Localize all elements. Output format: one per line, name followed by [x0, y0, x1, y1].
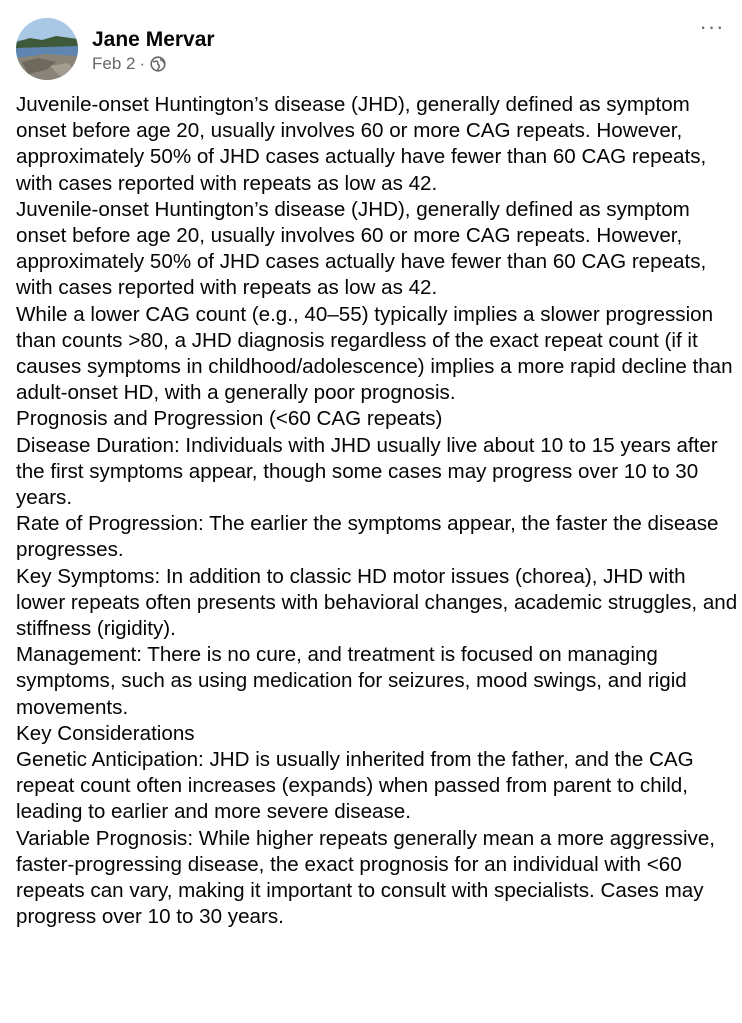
post-header: [16, 14, 726, 84]
post-paragraph: Rate of Progression: The earlier the symptoms appear, the faster the disease progresses.: [16, 512, 719, 562]
post-date[interactable]: Feb 2: [92, 54, 136, 73]
more-options-icon[interactable]: ···: [699, 14, 725, 39]
post-paragraph: Management: There is no cure, and treatment is focused on managing symptoms, such as using medication for seizures, mood swings, and rigid movements.: [16, 643, 687, 719]
meta-separator: ·: [139, 54, 146, 73]
post-paragraph: Genetic Anticipation: JHD is usually inherited from the father, and the CAG repeat count often increases (expands) when passed from parent to child, leading to earlier and more severe disease.: [16, 748, 694, 824]
post-paragraph: Prognosis and Progression (<60 CAG repeats): [16, 407, 443, 431]
post-paragraph: Juvenile-onset Huntington’s disease (JHD), generally defined as symptom onset before age 20, usually involves 60 or more CAG repeats. However, approximately 50% of JHD cases actually have fewer than 60 CAG repeats, with cases reported with repeats as low as 42.: [16, 197, 707, 300]
post-paragraph: Key Considerations: [16, 721, 195, 745]
post-meta: [92, 54, 166, 74]
author-name[interactable]: Jane Mervar: [92, 28, 215, 51]
post-paragraph: Variable Prognosis: While higher repeats generally mean a more aggressive, faster-progressing disease, the exact prognosis for an individual with <60 repeats can vary, making it important to consult with specialists. Cases may progress over 10 to 30 years.: [16, 826, 716, 929]
post-paragraph: Key Symptoms: In addition to classic HD motor issues (chorea), JHD with lower repeats often presents with behavioral changes, academic struggles, and stiffness (rigidity).: [16, 564, 738, 641]
avatar[interactable]: [16, 18, 78, 80]
post-paragraph: While a lower CAG count (e.g., 40–55) typically implies a slower progression than counts >80, a JHD diagnosis regardless of the exact repeat count (if it causes symptoms in childhood/adolescence) implies a more rapid decline than adult-onset HD, with a generally poor prognosis.: [16, 302, 733, 405]
post-text: [16, 92, 740, 931]
post-paragraph: Disease Duration: Individuals with JHD usually live about 10 to 15 years after the first symptoms appear, though some cases may progress over 10 to 30 years.: [16, 433, 718, 510]
post-paragraph: Juvenile-onset Huntington’s disease (JHD), generally defined as symptom onset before age 20, usually involves 60 or more CAG repeats. However, approximately 50% of JHD cases actually have fewer than 60 CAG repeats, with cases reported with repeats as low as 42.: [16, 93, 707, 195]
globe-icon[interactable]: [150, 56, 166, 72]
